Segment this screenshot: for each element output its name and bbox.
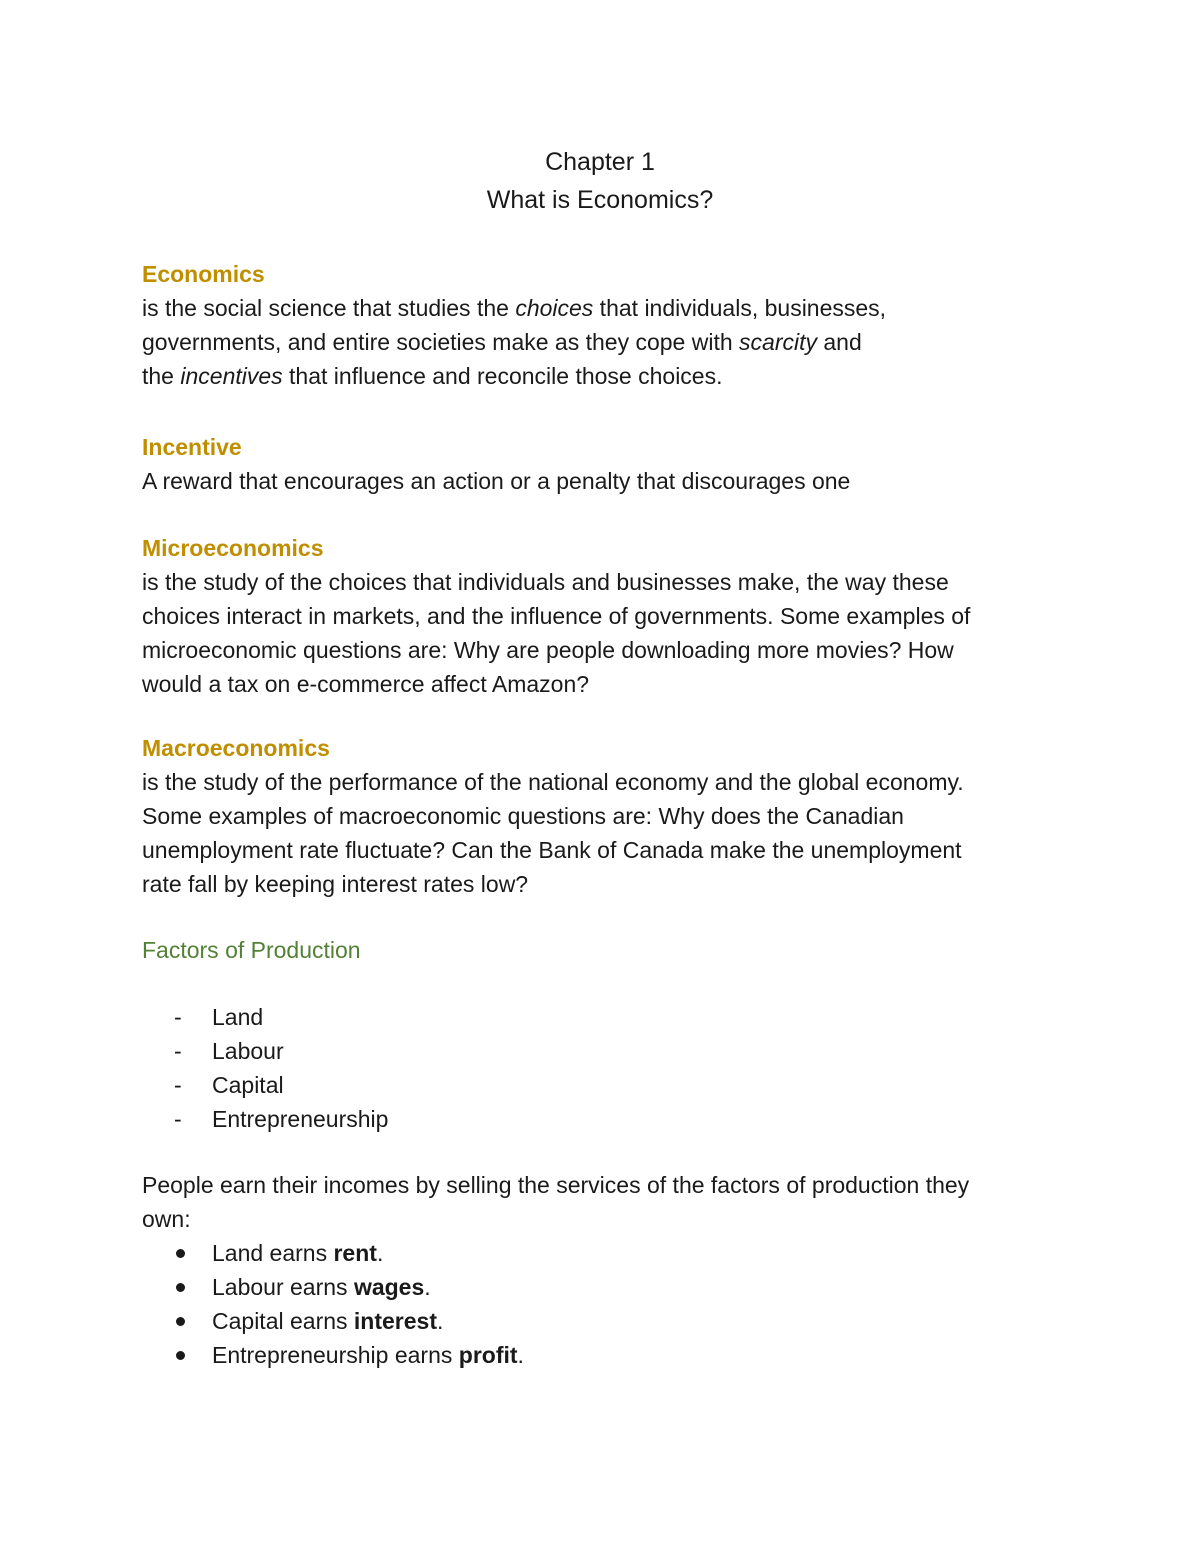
chapter-title: Chapter 1 (545, 148, 655, 176)
list-item: Entrepreneurship earns profit. (142, 1338, 1072, 1372)
factor-label: Entrepreneurship (212, 1106, 389, 1132)
incomes-line-1: People earn their incomes by selling the services of the factors of production they (142, 1172, 970, 1198)
economics-line-2: governments, and entire societies make as they cope with scarcity and (142, 329, 862, 355)
microeconomics-line-4: would a tax on e-commerce affect Amazon? (142, 671, 590, 697)
macroeconomics-heading: Macroeconomics (142, 735, 330, 761)
list-item (142, 1102, 1072, 1136)
list-item: Land earns rent. (142, 1236, 1072, 1270)
macroeconomics-line-4: rate fall by keeping interest rates low? (142, 871, 529, 897)
incentive-heading: Incentive (142, 434, 242, 460)
title-block (0, 143, 1200, 219)
list-item (142, 1000, 1072, 1034)
dash-marker: - (174, 1106, 182, 1132)
incomes-paragraph (142, 1168, 1072, 1236)
macroeconomics-line-2: Some examples of macroeconomic questions are: Why does the Canadian (142, 803, 904, 829)
economics-definition (142, 291, 1072, 393)
chapter-subtitle: What is Economics? (486, 186, 714, 214)
list-item: Labour earns wages. (142, 1270, 1072, 1304)
macroeconomics-section (142, 731, 1072, 901)
macroeconomics-line-1: is the study of the performance of the national economy and the global economy. (142, 769, 964, 795)
factor-label: Land (212, 1004, 264, 1030)
microeconomics-heading: Microeconomics (142, 535, 324, 561)
microeconomics-section (142, 531, 1072, 701)
bullet-icon (176, 1283, 185, 1292)
dash-marker: - (174, 1004, 182, 1030)
microeconomics-line-3: microeconomic questions are: Why are people downloading more movies? How (142, 637, 954, 663)
economics-line-3: the incentives that influence and reconcile those choices. (142, 363, 723, 389)
bullet-icon (176, 1351, 185, 1360)
economics-line-1: is the social science that studies the choices that individuals, businesses, (142, 295, 887, 321)
factors-list (142, 1000, 1072, 1136)
economics-heading: Economics (142, 261, 265, 287)
factor-label: Capital (212, 1072, 284, 1098)
macroeconomics-line-3: unemployment rate fluctuate? Can the Bank of Canada make the unemployment (142, 837, 962, 863)
factors-heading: Factors of Production (142, 937, 361, 963)
microeconomics-line-1: is the study of the choices that individuals and businesses make, the way these (142, 569, 949, 595)
list-item (142, 1068, 1072, 1102)
bullet-icon (176, 1317, 185, 1326)
dash-marker: - (174, 1038, 182, 1064)
factors-section (142, 933, 1072, 967)
microeconomics-line-2: choices interact in markets, and the influence of governments. Some examples of (142, 603, 971, 629)
incentive-definition: A reward that encourages an action or a penalty that discourages one (142, 468, 851, 494)
list-item: Capital earns interest. (142, 1304, 1072, 1338)
economics-section (142, 257, 1072, 393)
incomes-list (142, 1236, 1072, 1372)
dash-marker: - (174, 1072, 182, 1098)
incomes-line-2: own: (142, 1206, 191, 1232)
factor-label: Labour (212, 1038, 284, 1064)
incentive-section (142, 430, 1072, 498)
list-item (142, 1034, 1072, 1068)
bullet-icon (176, 1249, 185, 1258)
